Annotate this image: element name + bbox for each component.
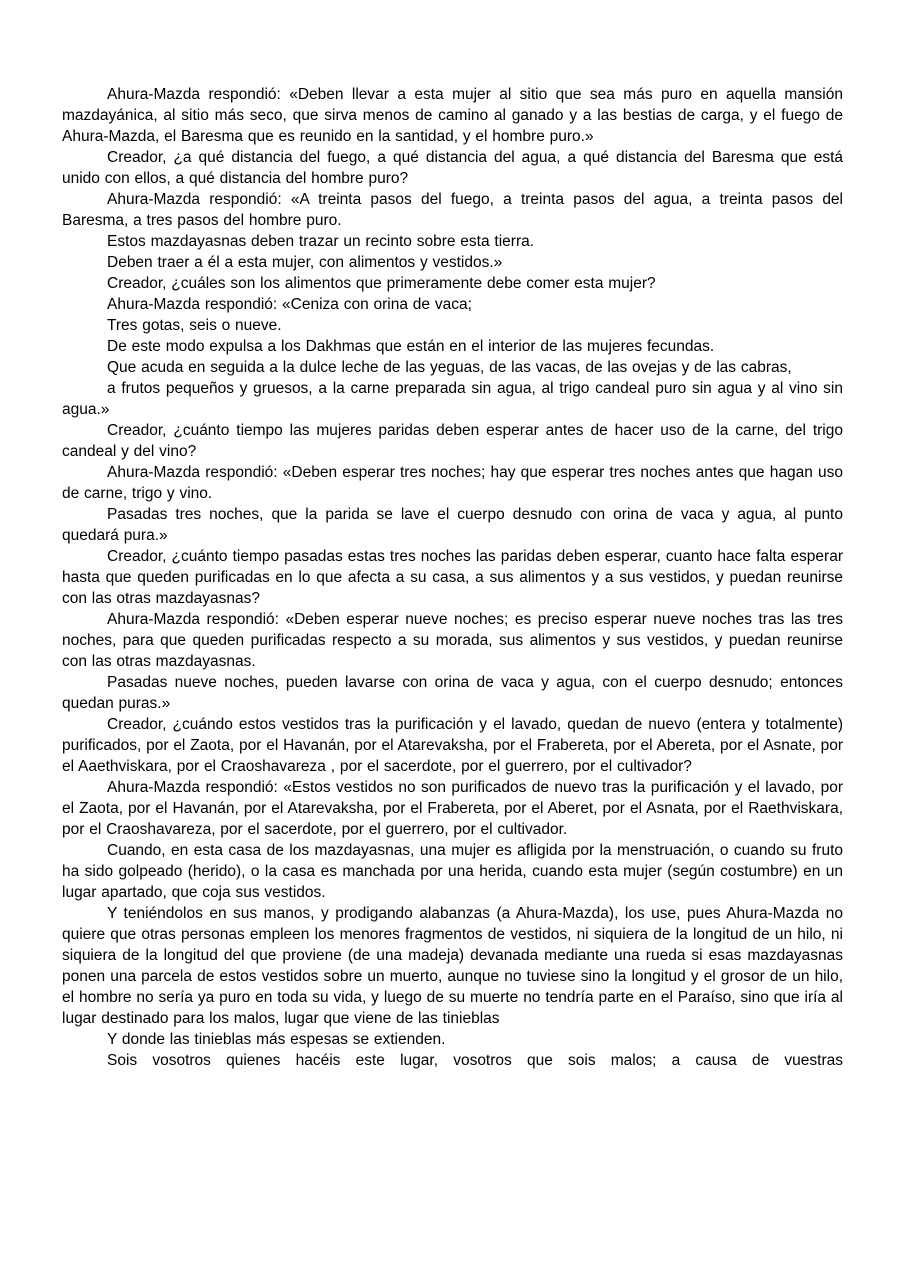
paragraph: Ahura-Mazda respondió: «Deben esperar nueve noches; es preciso esperar nueve noches tras las tres noches, para que queden purificadas respecto a su morada, sus alimentos y sus vestidos, y puedan reunirse con las otras mazdayasnas. [62,611,843,670]
paragraph: Ahura-Mazda respondió: «A treinta pasos del fuego, a treinta pasos del agua, a treinta pasos del Baresma, a tres pasos del hombre puro. [62,191,843,229]
paragraph: Ahura-Mazda respondió: «Estos vestidos no son purificados de nuevo tras la purificación y el lavado, por el Zaota, por el Havanán, por el Atarevaksha, por el Frabereta, por el Aberet, por el Asnata, por el Raethviskara, por el Craoshavareza, por el sacerdote, por el guerrero, por el cultivador. [62,779,843,838]
paragraph: Cuando, en esta casa de los mazdayasnas, una mujer es afligida por la menstruación, o cuando su fruto ha sido golpeado (herido), o la casa es manchada por una herida, cuando esta mujer (según costumbre) en un lugar apartado, que coja sus vestidos. [62,842,843,901]
paragraph: Ahura-Mazda respondió: «Deben esperar tres noches; hay que esperar tres noches antes que hagan uso de carne, trigo y vino. [62,464,843,502]
paragraph: Y donde las tinieblas más espesas se extienden. [107,1031,446,1048]
paragraph: Sois vosotros quienes hacéis este lugar, vosotros que sois malos; a causa de vuestras [107,1052,843,1069]
paragraph: Creador, ¿cuánto tiempo las mujeres paridas deben esperar antes de hacer uso de la carne, del trigo candeal y del vino? [62,422,843,460]
paragraph: Estos mazdayasnas deben trazar un recinto sobre esta tierra. [107,233,535,250]
paragraph: a frutos pequeños y gruesos, a la carne preparada sin agua, al trigo candeal puro sin agua y al vino sin agua.» [62,380,843,418]
paragraph: Ahura-Mazda respondió: «Ceniza con orina de vaca; [107,296,472,313]
paragraph: Y teniéndolos en sus manos, y prodigando alabanzas (a Ahura-Mazda), los use, pues Ahura-Mazda no quiere que otras personas empleen los menores fragmentos de vestidos, ni siquiera de la longitud de un hilo, ni siquiera de la longitud del que proviene (de una madeja) devanada mediante una rueda si esas mazdayasnas ponen una parcela de estos vestidos sobre un muerto, aunque no tuviese sino la longitud y el grosor de un hilo, el hombre no sería ya puro en toda su vida, y luego de su muerte no tendría parte en el Paraíso, sino que iría al lugar destinado para los malos, lugar que viene de las tinieblas [62,905,843,1027]
paragraph: De este modo expulsa a los Dakhmas que están en el interior de las mujeres fecundas. [107,338,715,355]
text-body [62,84,843,1071]
paragraph: Ahura-Mazda respondió: «Deben llevar a esta mujer al sitio que sea más puro en aquella mansión mazdayánica, al sitio más seco, que sirva menos de camino al ganado y a las bestias de carga, y el fuego de Ahura-Mazda, el Baresma que es reunido en la santidad, y el hombre puro.» [62,86,843,145]
paragraph: Deben traer a él a esta mujer, con alimentos y vestidos.» [107,254,503,271]
paragraph: Creador, ¿cuáles son los alimentos que primeramente debe comer esta mujer? [107,275,656,292]
paragraph: Pasadas nueve noches, pueden lavarse con orina de vaca y agua, con el cuerpo desnudo; entonces quedan puras.» [62,674,843,712]
paragraph: Tres gotas, seis o nueve. [107,317,282,334]
paragraph: Pasadas tres noches, que la parida se lave el cuerpo desnudo con orina de vaca y agua, al punto quedará pura.» [62,506,843,544]
paragraph: Que acuda en seguida a la dulce leche de las yeguas, de las vacas, de las ovejas y de las cabras, [107,359,792,376]
paragraph: Creador, ¿cuándo estos vestidos tras la purificación y el lavado, quedan de nuevo (entera y totalmente) purificados, por el Zaota, por el Havanán, por el Atarevaksha, por el Frabereta, por el Abereta, por el Asnate, por el Aaethviskara, por el Craoshavareza , por el sacerdote, por el guerrero, por el cultivador? [62,716,843,775]
paragraph: Creador, ¿cuánto tiempo pasadas estas tres noches las paridas deben esperar, cuanto hace falta esperar hasta que queden purificadas en lo que afecta a su casa, a sus alimentos y a sus vestidos, y puedan reunirse con las otras mazdayasnas? [62,548,843,607]
paragraph: Creador, ¿a qué distancia del fuego, a qué distancia del agua, a qué distancia del Baresma que está unido con ellos, a qué distancia del hombre puro? [62,149,843,187]
